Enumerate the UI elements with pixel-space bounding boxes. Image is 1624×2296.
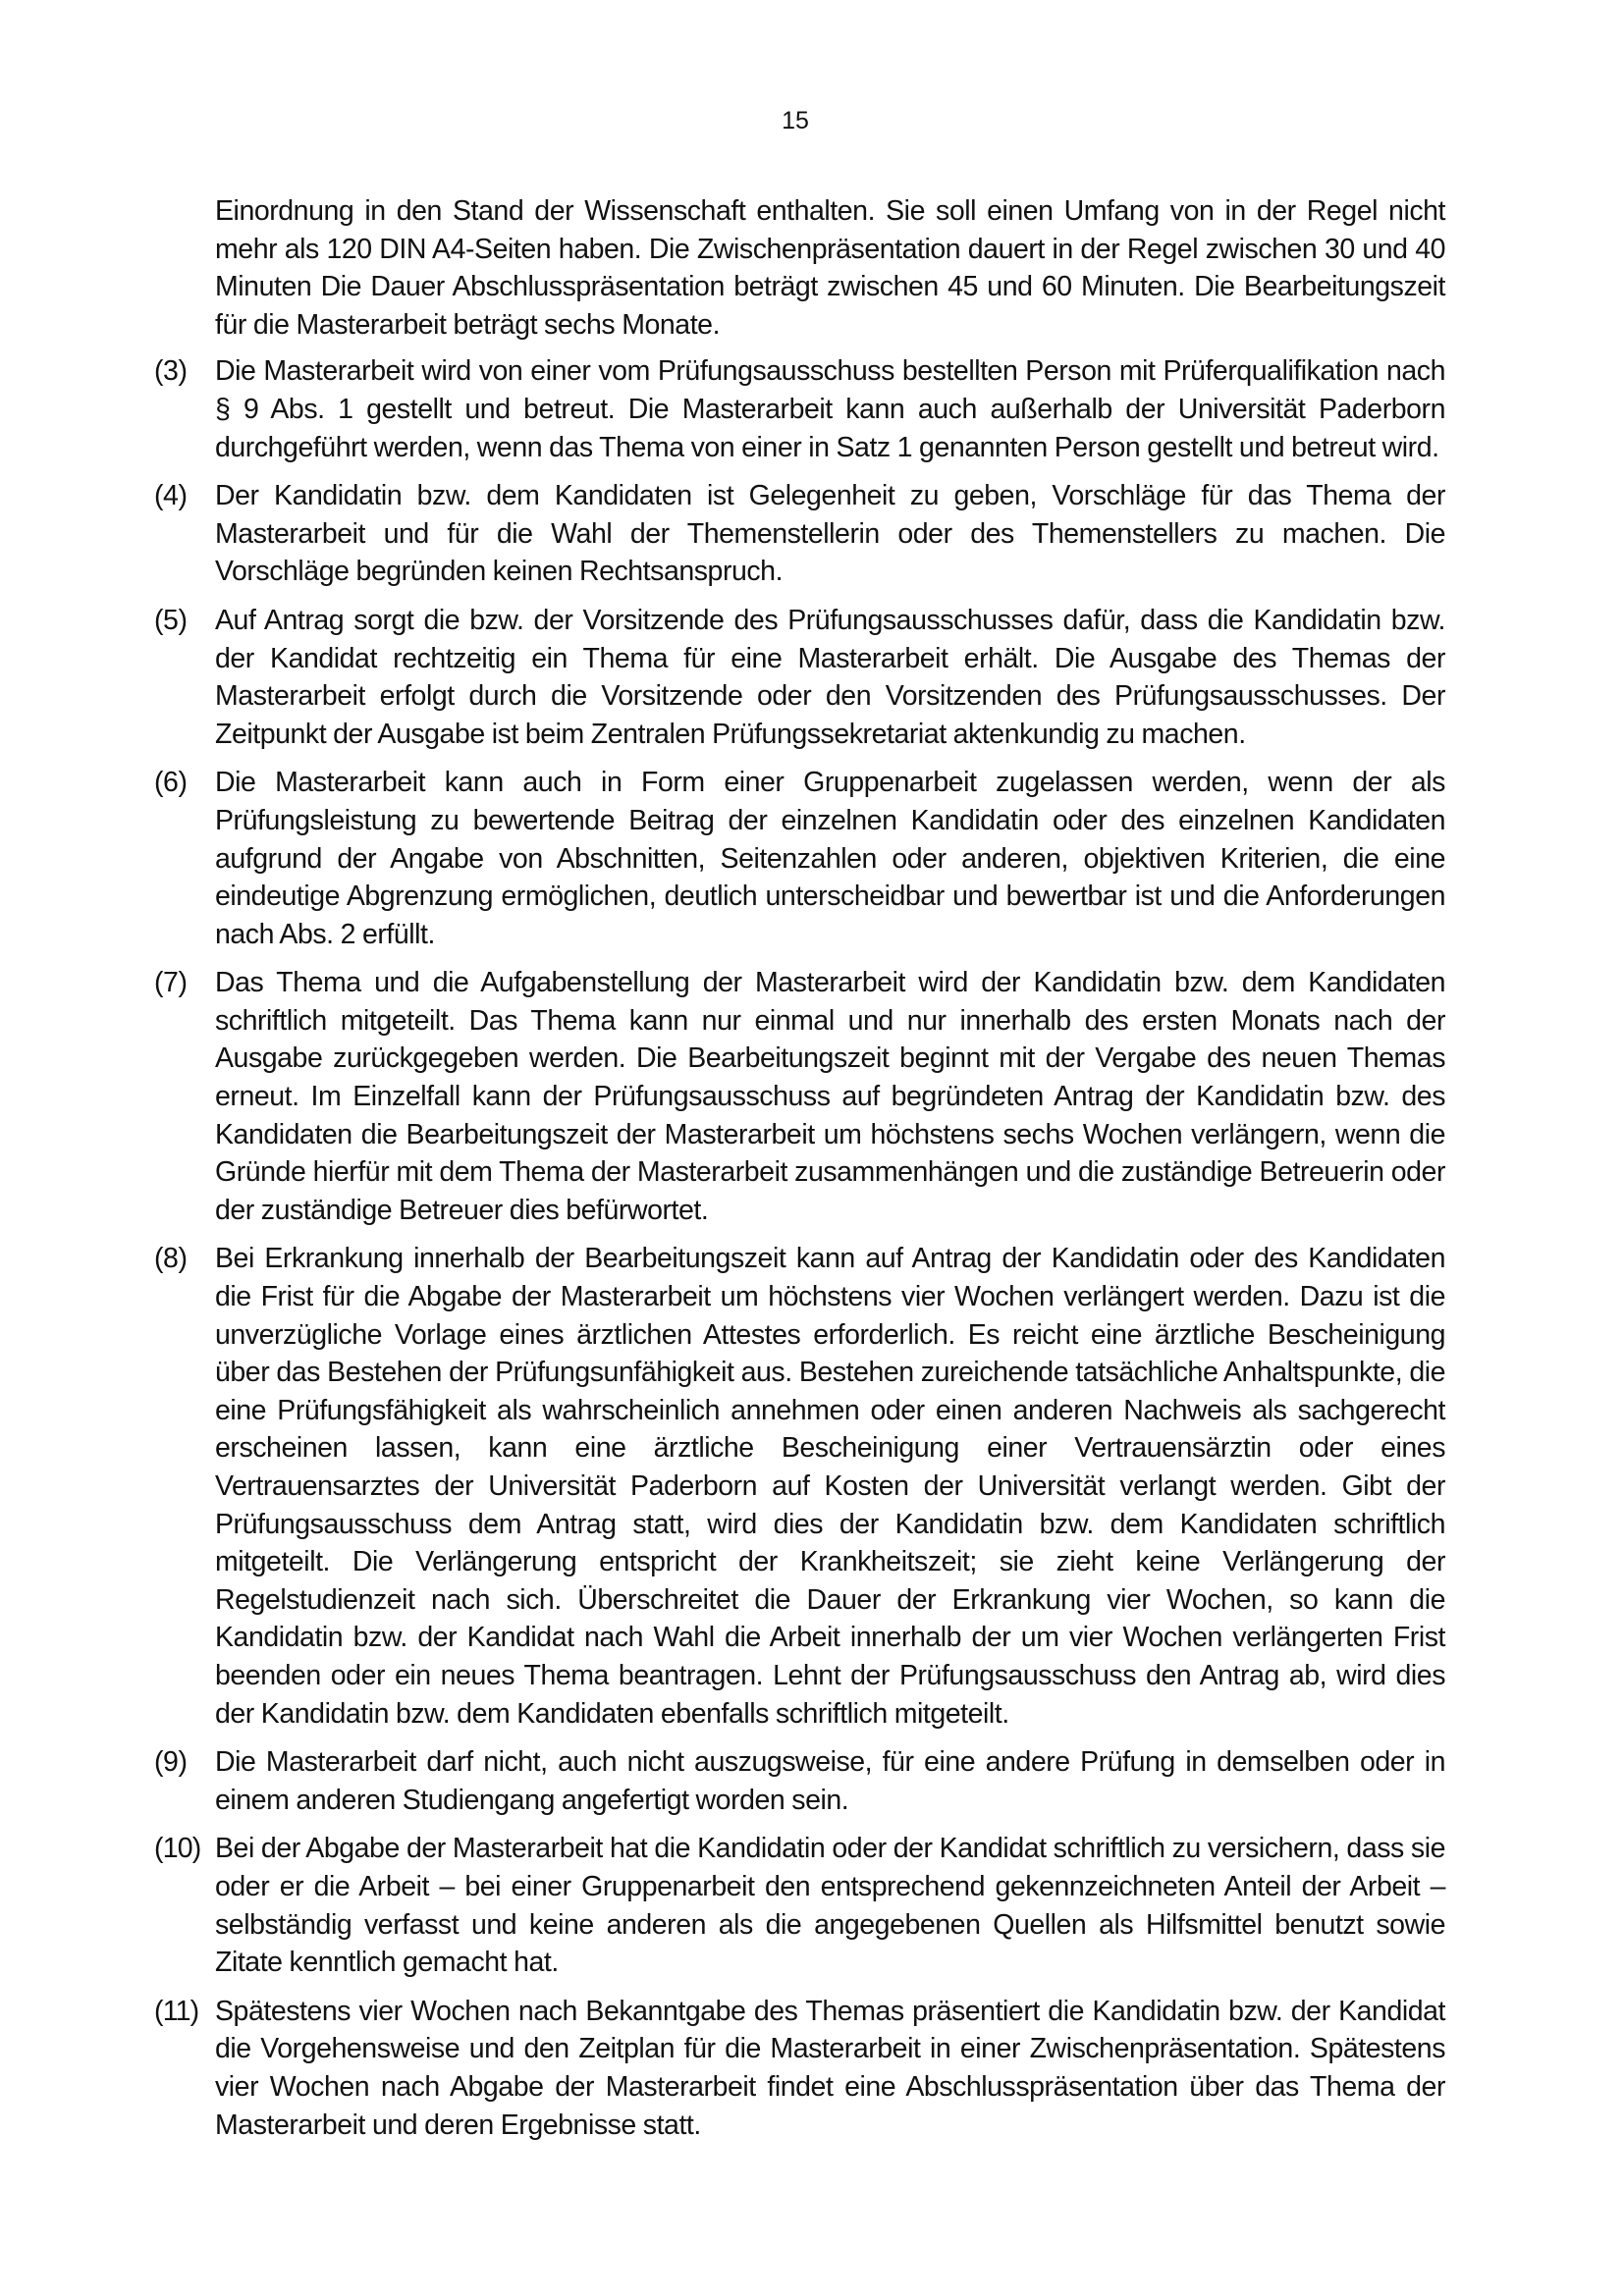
paragraph-continuation — [154, 192, 1445, 344]
paragraph-3 — [154, 352, 1445, 466]
paragraph-6 — [154, 764, 1445, 953]
document-body — [154, 192, 1445, 2155]
paragraph-number: (3) — [154, 355, 188, 388]
paragraph-text: Die Masterarbeit darf nicht, auch nicht auszugsweise, für eine andere Prüfung in demselben oder in einem anderen Studiengang angefertigt worden sein. — [215, 1746, 1445, 1816]
paragraph-number: (10) — [154, 1833, 201, 1865]
paragraph-10 — [154, 1830, 1445, 1981]
paragraph-text: Das Thema und die Aufgabenstellung der Masterarbeit wird der Kandidatin bzw. dem Kandidaten schriftlich mitgeteilt. Das Thema kann nur einmal und nur innerhalb des ersten Monats nach der Ausgabe zurückgegeben werden. Die Bearbeitungszeit beginnt mit der Vergabe des neuen Themas erneut. Im Einzelfall kann der Prüfungsausschuss auf begründeten Antrag der Kandidatin bzw. des Kandidaten die Bearbeitungszeit der Masterarbeit um höchstens sechs Wochen verlängern, wenn die Gründe hierfür mit dem Thema der Masterarbeit zusammenhängen und die zuständige Betreuerin oder der zuständige Betreuer dies befürwortet. — [215, 967, 1445, 1226]
paragraph-4 — [154, 477, 1445, 591]
paragraph-text: Die Masterarbeit kann auch in Form einer Gruppenarbeit zugelassen werden, wenn der als Prüfungsleistung zu bewertende Beitrag der einzelnen Kandidatin oder des einzelnen Kandidaten aufgrund der Angabe von Abschnitten, Seitenzahlen oder anderen, objektiven Kriterien, die eine eindeutige Abgrenzung ermöglichen, deutlich unterscheidbar und bewertbar ist und die Anforderungen nach Abs. 2 erfüllt. — [215, 767, 1445, 950]
paragraph-text: Auf Antrag sorgt die bzw. der Vorsitzende des Prüfungsausschusses dafür, dass die Kandidatin bzw. der Kandidat rechtzeitig ein Thema für eine Masterarbeit erhält. Die Ausgabe des Themas der Masterarbeit erfolgt durch die Vorsitzende oder den Vorsitzenden des Prüfungsausschusses. Der Zeitpunkt der Ausgabe ist beim Zentralen Prüfungssekretariat aktenkundig zu machen. — [215, 604, 1445, 750]
paragraph-5 — [154, 602, 1445, 753]
paragraph-text: Bei Erkrankung innerhalb der Bearbeitungszeit kann auf Antrag der Kandidatin oder des Kandidaten die Frist für die Abgabe der Masterarbeit um höchstens vier Wochen verlängert werden. Dazu ist die unverzügliche Vorlage eines ärztlichen Attestes erforderlich. Es reicht eine ärztliche Bescheinigung über das Bestehen der Prüfungsunfähigkeit aus. Bestehen zureichende tatsächliche Anhaltspunkte, die eine Prüfungsfähigkeit als wahrscheinlich annehmen oder einen anderen Nachweis als sachgerecht erscheinen lassen, kann eine ärztliche Bescheinigung einer Vertrauensärztin oder eines Vertrauensarztes der Universität Paderborn auf Kosten der Universität verlangt werden. Gibt der Prüfungsausschuss dem Antrag statt, wird dies der Kandidatin bzw. dem Kandidaten schriftlich mitgeteilt. Die Verlängerung entspricht der Krankheitszeit; sie zieht keine Verlängerung der Regelstudienzeit nach sich. Überschreitet die Dauer der Erkrankung vier Wochen, so kann die Kandidatin bzw. der Kandidat nach Wahl die Arbeit innerhalb der um vier Wochen verlängerten Frist beenden oder ein neues Thema beantragen. Lehnt der Prüfungsausschuss den Antrag ab, wird dies der Kandidatin bzw. dem Kandidaten ebenfalls schriftlich mitgeteilt. — [215, 1243, 1445, 1730]
paragraph-number: (4) — [154, 480, 188, 512]
paragraph-number: (8) — [154, 1243, 188, 1275]
paragraph-11 — [154, 1993, 1445, 2144]
paragraph-text: Spätestens vier Wochen nach Bekanntgabe des Themas präsentiert die Kandidatin bzw. der Kandidat die Vorgehensweise und den Zeitplan für die Masterarbeit in einer Zwischenpräsentation. Spätestens vier Wochen nach Abgabe der Masterarbeit findet eine Abschlusspräsentation über das Thema der Masterarbeit und deren Ergebnisse statt. — [215, 1995, 1445, 2141]
paragraph-text: Einordnung in den Stand der Wissenschaft enthalten. Sie soll einen Umfang von in der Regel nicht mehr als 120 DIN A4-Seiten haben. Die Zwischenpräsentation dauert in der Regel zwischen 30 und 40 Minuten Die Dauer Abschlusspräsentation beträgt zwischen 45 und 60 Minuten. Die Bearbeitungszeit für die Masterarbeit beträgt sechs Monate. — [215, 195, 1445, 341]
paragraph-text: Der Kandidatin bzw. dem Kandidaten ist Gelegenheit zu geben, Vorschläge für das Thema der Masterarbeit und für die Wahl der Themenstellerin oder des Themenstellers zu machen. Die Vorschläge begründen keinen Rechtsanspruch. — [215, 480, 1445, 588]
paragraph-number: (7) — [154, 967, 188, 999]
paragraph-7 — [154, 964, 1445, 1229]
paragraph-text: Bei der Abgabe der Masterarbeit hat die Kandidatin oder der Kandidat schriftlich zu versichern, dass sie oder er die Arbeit – bei einer Gruppenarbeit den entsprechend gekennzeichneten Anteil der Arbeit – selbständig verfasst und keine anderen als die angegebenen Quellen als Hilfsmittel benutzt sowie Zitate kenntlich gemacht hat. — [215, 1833, 1445, 1979]
paragraph-number: (11) — [154, 1995, 199, 2027]
page-number: 15 — [782, 107, 809, 134]
paragraph-number: (9) — [154, 1746, 188, 1779]
paragraph-number: (6) — [154, 767, 188, 799]
paragraph-9 — [154, 1743, 1445, 1819]
paragraph-8 — [154, 1240, 1445, 1733]
paragraph-text: Die Masterarbeit wird von einer vom Prüfungsausschuss bestellten Person mit Prüferqualifikation nach § 9 Abs. 1 gestellt und betreut. Die Masterarbeit kann auch außerhalb der Universität Paderborn durchgeführt werden, wenn das Thema von einer in Satz 1 genannten Person gestellt und betreut wird. — [215, 355, 1445, 463]
paragraph-number: (5) — [154, 604, 188, 636]
